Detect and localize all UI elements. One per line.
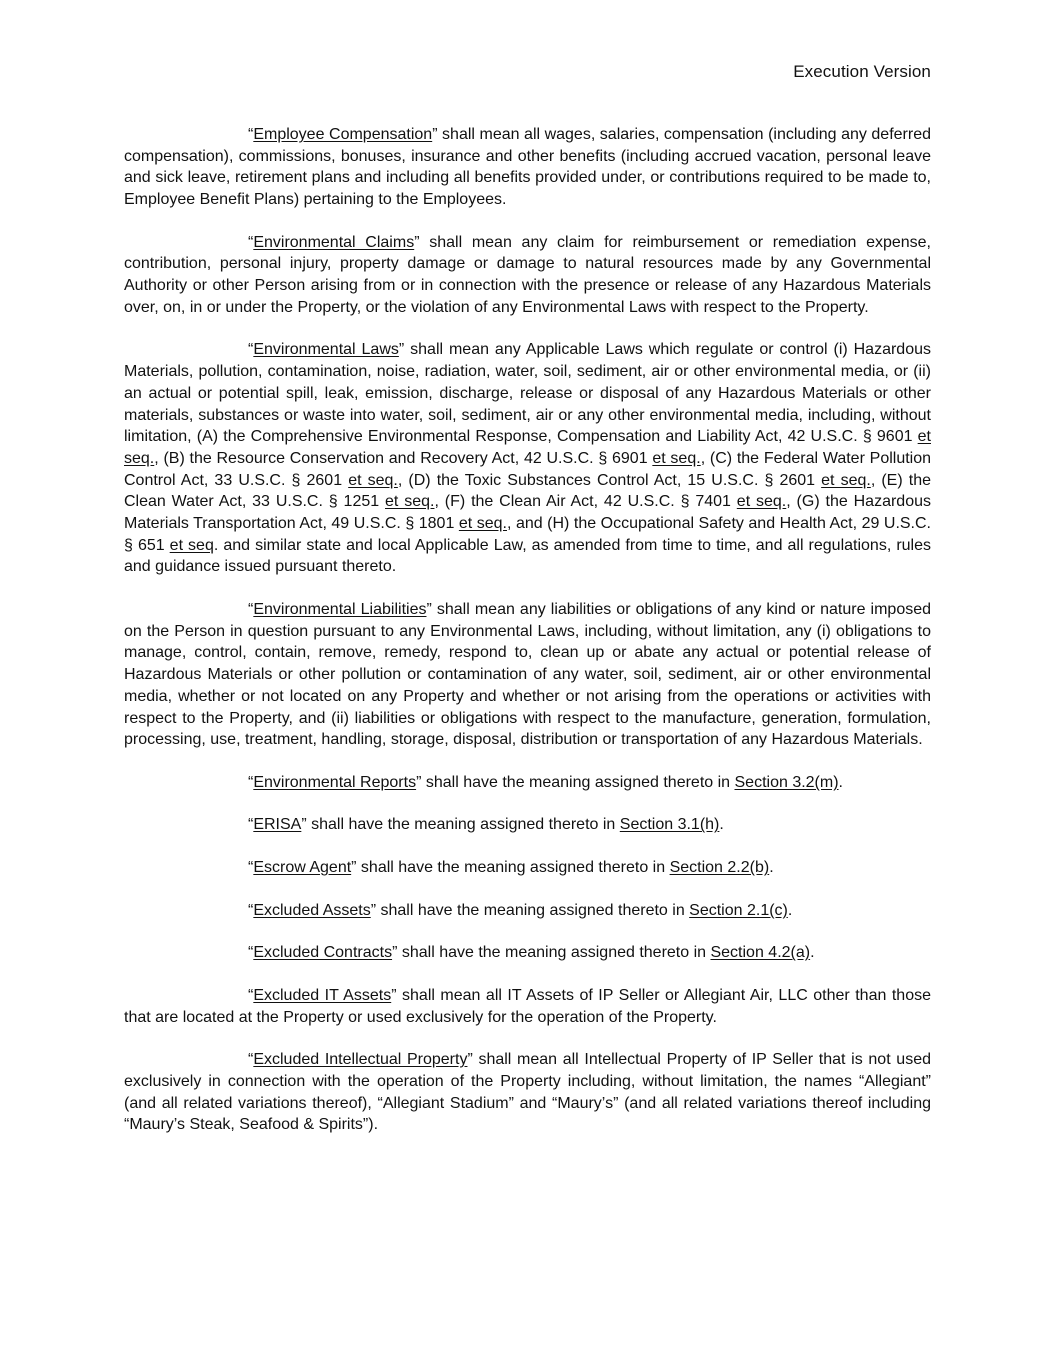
definition-paragraph: [124, 814, 931, 836]
definition-paragraph: [124, 857, 931, 879]
underlined-term: Section 2.2(b): [669, 859, 770, 877]
underlined-term: Excluded IT Assets: [253, 986, 392, 1004]
definition-paragraph: [124, 900, 931, 922]
text-run: “: [248, 944, 254, 962]
underlined-term: Environmental Reports: [253, 773, 417, 791]
definitions-body: [124, 124, 931, 1157]
text-run: “: [248, 126, 254, 143]
execution-version-header: Execution Version: [793, 62, 931, 81]
definition-paragraph: [124, 942, 931, 964]
text-run: ” shall mean any claim for reimbursement or remediation expense, contribution, personal injury, property damage or damage to natural resources made by any Governmental Authority or other Person arising from or in connection with the presence or release of any Hazardous Materials over, on, in or under the Property, or the violation of any Environmental Laws with respect to the Property.: [124, 233, 932, 316]
definition-paragraph: [124, 599, 931, 751]
text-run: “: [248, 816, 254, 834]
underlined-term: Environmental Laws: [253, 341, 399, 359]
text-run: , and (H) the Occupational Safety and Health Act, 29 U.S.C. § 651: [124, 515, 932, 554]
text-run: , (E) the Clean Water Act, 33 U.S.C. § 1251: [124, 471, 931, 511]
definition-paragraph: [124, 339, 931, 578]
underlined-term: Section 3.2(m): [734, 773, 839, 791]
underlined-term: et seq: [169, 536, 214, 554]
underlined-term: Excluded Intellectual Property: [253, 1051, 468, 1069]
text-run: .: [769, 859, 774, 877]
text-run: ” shall have the meaning assigned thereto in: [370, 901, 690, 919]
underlined-term: et seq.: [348, 471, 398, 489]
text-run: .: [838, 773, 843, 791]
underlined-term: Environmental Liabilities: [253, 601, 427, 619]
underlined-term: Environmental Claims: [253, 233, 415, 251]
text-run: ” shall have the meaning assigned thereto in: [416, 773, 735, 791]
underlined-term: ERISA: [253, 816, 302, 834]
text-run: . and similar state and local Applicable Law, as amended from time to time, and all regulations, rules and guidance issued pursuant thereto.: [124, 536, 931, 576]
underlined-term: et seq.: [736, 493, 787, 511]
definition-paragraph: [124, 772, 931, 794]
text-run: ” shall have the meaning assigned thereto in: [392, 944, 711, 962]
text-run: , (F) the Clean Air Act, 42 U.S.C. § 7401: [434, 493, 737, 511]
underlined-term: Excluded Contracts: [253, 944, 393, 962]
text-run: “: [248, 773, 254, 791]
underlined-term: Section 4.2(a): [710, 944, 811, 962]
underlined-term: Excluded Assets: [253, 901, 371, 919]
definition-paragraph: [124, 1049, 931, 1136]
text-run: ” shall mean any liabilities or obligations of any kind or nature imposed on the Person in question pursuant to any Environmental Laws, including, without limitation, any (i) obligations to manage, control, contain, remove, remedy, respond to, clean up or abate any actual or potential release of Hazardous Materials or other pollution or contamination of any water, soil, sediment, air or other environmental media, whether or not located on any Property and whether or not arising from the operations or activities with respect to the Property, and (ii) liabilities or obligations with respect to the manufacture, generation, formulation, processing, use, treatment, handling, storage, disposal, distribution or transportation of any Hazardous Materials.: [124, 601, 932, 749]
underlined-term: et seq.: [458, 515, 507, 533]
text-run: ” shall mean all Intellectual Property of IP Seller that is not used exclusively in connection with the operation of the Property including, without limitation, the names “Allegiant” (and all related variations thereof), “Allegiant Stadium” and “Maury’s” (and all related variations thereof including “Maury’s Steak, Seafood & Spirits”).: [124, 1051, 931, 1134]
text-run: “: [248, 601, 254, 619]
text-run: ” shall mean all wages, salaries, compensation (including any deferred compensation), commissions, bonuses, insurance and other benefits (including accrued vacation, personal leave and sick leave, retirement plans and including all benefits provided under, or contributions required to be made to, Employee Benefit Plans) pertaining to the Employees.: [124, 126, 931, 209]
text-run: ” shall have the meaning assigned thereto in: [351, 859, 670, 877]
text-run: “: [248, 901, 254, 919]
text-run: “: [248, 1051, 254, 1069]
underlined-term: et seq.: [652, 449, 701, 467]
underlined-term: Escrow Agent: [253, 859, 352, 877]
text-run: “: [248, 986, 254, 1004]
text-run: , (C) the Federal Water Pollution Control Act, 33 U.S.C. § 2601: [124, 449, 932, 489]
text-run: ” shall mean all IT Assets of IP Seller or Allegiant Air, LLC other than those that are located at the Property or used exclusively for the operation of the Property.: [124, 986, 932, 1026]
underlined-term: et seq.: [385, 493, 435, 511]
underlined-term: Employee Compensation: [253, 126, 433, 143]
text-run: .: [787, 901, 793, 919]
text-run: .: [810, 944, 815, 962]
text-run: “: [248, 859, 254, 877]
text-run: ” shall mean any Applicable Laws which regulate or control (i) Hazardous Materials, pollution, contamination, noise, radiation, water, soil, sediment, air or other environmental media, or (ii) an actual or potential spill, leak, emission, discharge, release or disposal of any Hazardous Materials or other materials, substances or waste into water, soil, sediment, air or any other environmental media, including, without limitation, (A) the Comprehensive Environmental Response, Compensation and Liability Act, 42 U.S.C. § 9601: [124, 341, 932, 446]
text-run: ” shall have the meaning assigned thereto in: [301, 816, 620, 834]
definition-paragraph: [124, 232, 931, 319]
underlined-term: Section 3.1(h): [619, 816, 720, 834]
underlined-term: et seq.: [821, 471, 871, 489]
text-run: .: [719, 816, 724, 834]
definition-paragraph: [124, 124, 931, 211]
definition-paragraph: [124, 985, 931, 1028]
text-run: , (B) the Resource Conservation and Recovery Act, 42 U.S.C. § 6901: [154, 449, 653, 467]
text-run: “: [248, 341, 254, 359]
text-run: , (D) the Toxic Substances Control Act, 15 U.S.C. § 2601: [397, 471, 822, 489]
underlined-term: Section 2.1(c): [689, 901, 788, 919]
underlined-term: et seq.: [124, 428, 931, 467]
text-run: “: [248, 233, 254, 251]
text-run: , (G) the Hazardous Materials Transportation Act, 49 U.S.C. § 1801: [124, 493, 932, 533]
